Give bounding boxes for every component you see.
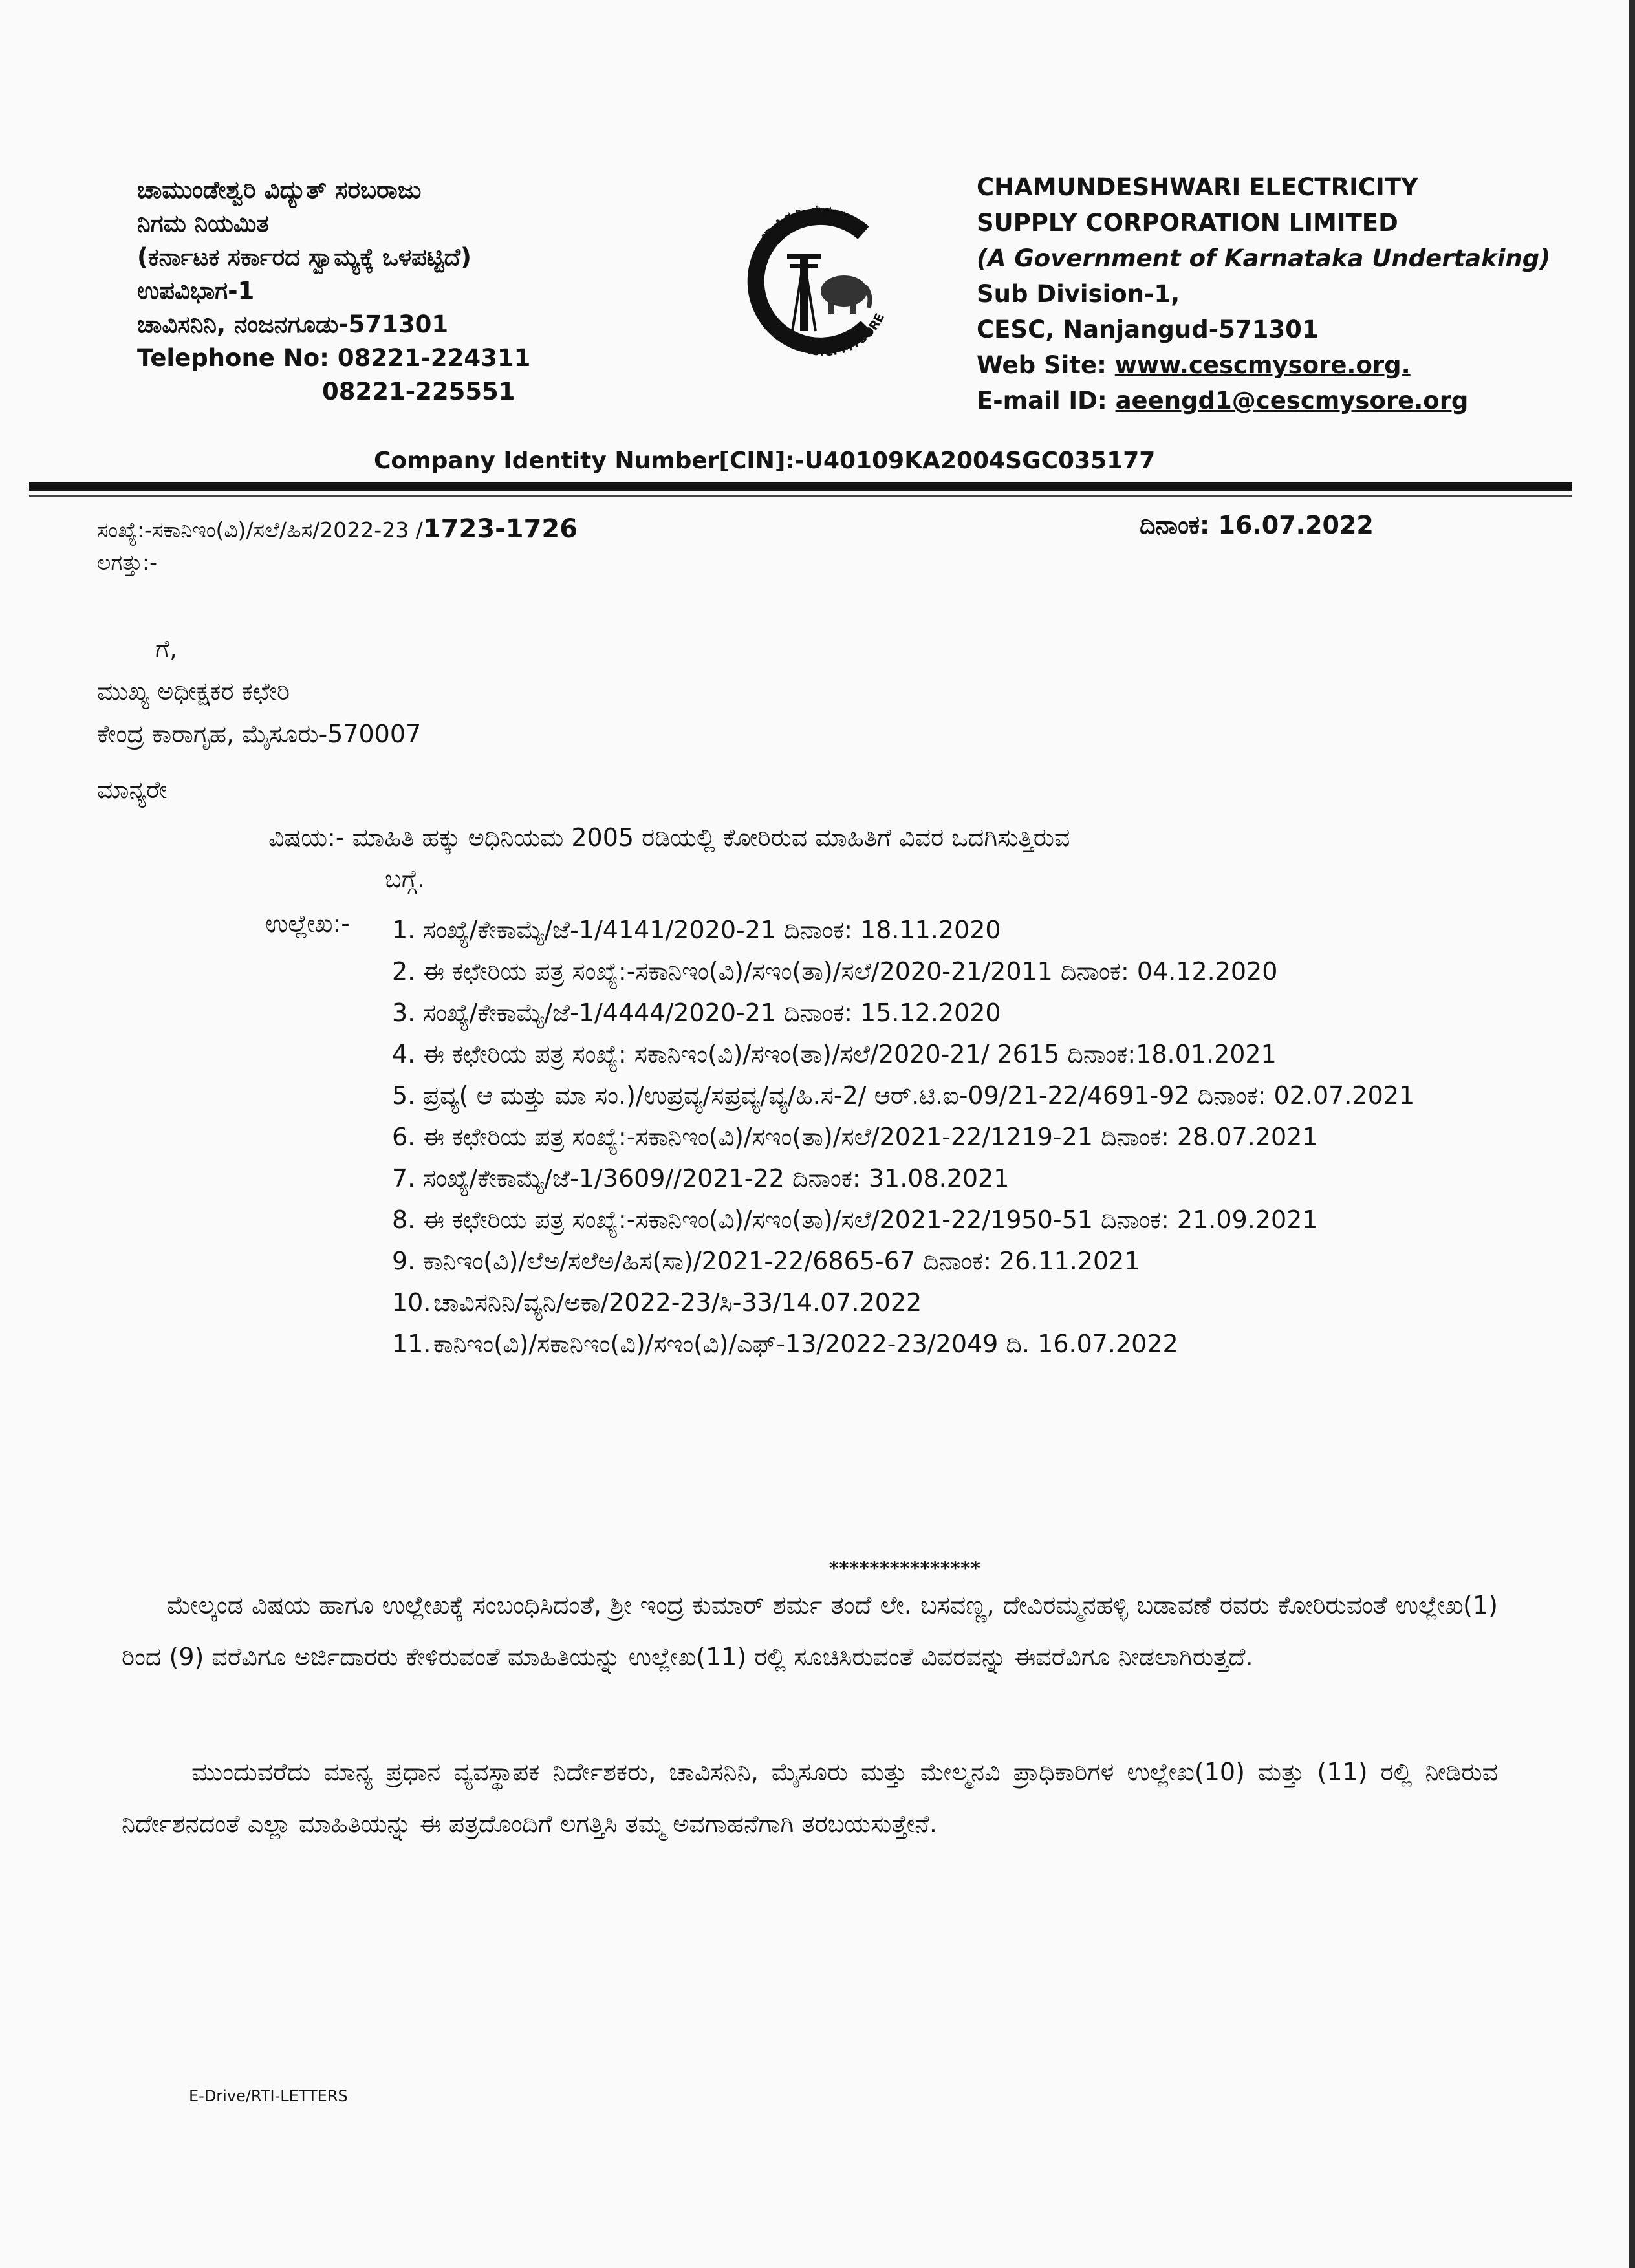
reference-text: ಈ ಕಛೇರಿಯ ಪತ್ರ ಸಂಖ್ಯೆ: ಸಕಾನಿಇಂ(ವಿ)/ಸಇಂ(ತಾ)/ಸಲೆ/2020-21/ 2615 ದಿನಾಂಕ:18.01.2021 — [423, 1040, 1277, 1068]
telephone-second: 08221-225551 — [322, 378, 515, 405]
subject-block — [268, 817, 1484, 900]
recipient-line1: ಮುಖ್ಯ ಅಧೀಕ್ಷಕರ ಕಛೇರಿ — [97, 677, 290, 706]
reference-item — [392, 1240, 1504, 1282]
reference-item — [392, 1158, 1504, 1199]
reference-index: 1. — [392, 916, 416, 944]
reference-text: ಕಾನಿಇಂ(ವಿ)/ಲೆಅ/ಸಲೆಅ/ಹಿಸ(ಸಾ)/2021-22/6865-67 ದಿನಾಂಕ: 26.11.2021 — [423, 1247, 1140, 1275]
file-path-footer: E-Drive/RTI-LETTERS — [189, 2087, 348, 2105]
website-line — [977, 347, 1617, 383]
website-link[interactable]: www.cescmysore.org. — [1114, 351, 1411, 379]
recipient-block — [97, 627, 421, 811]
email-line — [977, 383, 1617, 418]
reference-index: 2. — [392, 957, 416, 986]
kannada-letterhead — [137, 173, 719, 409]
reference-text: ಚಾವಿಸನಿನಿ/ವ್ಯನಿ/ಅಕಾ/2022-23/ಸಿ-33/14.07.2022 — [433, 1288, 922, 1317]
enclosures-label: ಲಗತ್ತು:- — [97, 550, 158, 575]
reference-text: ಈ ಕಛೇರಿಯ ಪತ್ರ ಸಂಖ್ಯೆ:-ಸಕಾನಿಇಂ(ವಿ)/ಸಇಂ(ತಾ)/ಸಲೆ/2020-21/2011 ದಿನಾಂಕ: 04.12.2020 — [423, 957, 1278, 986]
body-paragraph-1: ಮೇಲ್ಕಂಡ ವಿಷಯ ಹಾಗೂ ಉಲ್ಲೇಖಕ್ಕೆ ಸಂಬಂಧಿಸಿದಂತೆ, ಶ್ರೀ ಇಂದ್ರ ಕುಮಾರ್ ಶರ್ಮ ತಂದೆ ಲೇ. ಬಸವಣ್ಣ, ದೇವಿರಮ್ಮನಹಳ್ಳಿ ಬಡಾವಣೆ ರವರು ಕೋರಿರುವಂತೆ ಉಲ್ಲೇಖ(1) ರಿಂದ (9) ವರೆವಿಗೂ ಅರ್ಜಿದಾರರು ಕೇಳಿರುವಂತೆ ಮಾಹಿತಿಯನ್ನು ಉಲ್ಲೇಖ(11) ರಲ್ಲಿ ಸೂಚಿಸಿರುವಂತೆ ವಿವರವನ್ನು ಈವರೆವಿಗೂ ನೀಡಲಾಗಿರುತ್ತದೆ. — [122, 1591, 1498, 1671]
recipient-line2: ಕೇಂದ್ರ ಕಾರಾಗೃಹ, ಮೈಸೂರು-570007 — [97, 720, 422, 748]
telephone-line: Telephone No: 08221-224311 — [137, 344, 531, 372]
scan-edge — [1629, 0, 1635, 2268]
reference-item — [392, 1033, 1504, 1075]
reference-text: ಈ ಕಛೇರಿಯ ಪತ್ರ ಸಂಖ್ಯೆ:-ಸಕಾನಿಇಂ(ವಿ)/ಸಇಂ(ತಾ)/ಸಲೆ/2021-22/1219-21 ದಿನಾಂಕ: 28.07.2021 — [423, 1123, 1318, 1151]
reference-text: ಸಂಖ್ಯೆ/ಕೇಕಾಮ್ಯೆ/ಜೆ-1/3609//2021-22 ದಿನಾಂಕ: 31.08.2021 — [423, 1164, 1010, 1193]
english-address: CESC, Nanjangud-571301 — [977, 316, 1319, 343]
reference-number: 1723-1726 — [422, 514, 578, 544]
kannada-address: ಚಾವಿಸನಿನಿ, ನಂಜನಗೂಡು-571301 — [137, 310, 449, 338]
subject-line1: ವಿಷಯ:- ಮಾಹಿತಿ ಹಕ್ಕು ಅಧಿನಿಯಮ 2005 ರಡಿಯಲ್ಲಿ ಕೋರಿರುವ ಮಾಹಿತಿಗೆ ವಿವರ ಒದಗಿಸುತ್ತಿರುವ — [268, 823, 1070, 852]
letter-date: ದಿನಾಂಕ: 16.07.2022 — [1140, 511, 1374, 539]
reference-item — [392, 1199, 1504, 1240]
english-org-line1: CHAMUNDESHWARI ELECTRICITY — [977, 173, 1418, 201]
reference-prefix: ಸಂಖ್ಯೆ:-ಸಕಾನಿಇಂ(ವಿ)/ಸಲೆ/ಹಿಸ/2022-23 / — [97, 517, 423, 543]
reference-item — [392, 992, 1504, 1033]
logo-bottom-text: C.E.S.C. MYSORE — [785, 310, 888, 360]
email-label: E-mail ID: — [977, 387, 1116, 415]
website-label: Web Site: — [977, 351, 1115, 379]
logo-top-text: ಚಾ.ವಿ.ಸ.ನಿ. ಮೈಸೂರು — [757, 202, 850, 243]
references-label: ಉಲ್ಲೇಖ:- — [265, 909, 350, 938]
separator: *************** — [829, 1557, 981, 1579]
reference-item — [392, 1323, 1504, 1365]
subject-line2: ಬಗ್ಗೆ. — [385, 865, 426, 893]
letter-reference — [97, 514, 578, 544]
body-paragraph-2: ಮುಂದುವರೆದು ಮಾನ್ಯ ಪ್ರಧಾನ ವ್ಯವಸ್ಥಾಪಕ ನಿರ್ದೇಶಕರು, ಚಾವಿಸನಿನಿ, ಮೈಸೂರು ಮತ್ತು ಮೇಲ್ಮನವಿ ಪ್ರಾಧಿಕಾರಿಗಳ ಉಲ್ಲೇಖ(10) ಮತ್ತು (11) ರಲ್ಲಿ ನೀಡಿರುವ ನಿರ್ದೇಶನದಂತೆ ಎಲ್ಲಾ ಮಾಹಿತಿಯನ್ನು ಈ ಪತ್ರದೊಂದಿಗೆ ಲಗತ್ತಿಸಿ ತಮ್ಮ ಅವಗಾಹನೆಗಾಗಿ ತರಬಯಸುತ್ತೇನೆ. — [122, 1758, 1498, 1838]
header-divider — [29, 482, 1572, 491]
reference-item — [392, 909, 1504, 951]
reference-item — [392, 1116, 1504, 1158]
email-link[interactable]: aeengd1@cescmysore.org — [1115, 387, 1469, 415]
reference-index: 11. — [392, 1330, 431, 1358]
reference-item — [392, 951, 1504, 992]
kannada-subdivision: ಉಪವಿಭಾಗ-1 — [137, 277, 255, 305]
cesc-mysore-logo-icon — [728, 194, 909, 362]
reference-index: 7. — [392, 1164, 416, 1193]
reference-text: ಈ ಕಛೇರಿಯ ಪತ್ರ ಸಂಖ್ಯೆ:-ಸಕಾನಿಇಂ(ವಿ)/ಸಇಂ(ತಾ)/ಸಲೆ/2021-22/1950-51 ದಿನಾಂಕ: 21.09.2021 — [423, 1205, 1318, 1234]
reference-text: ಪ್ರವ್ಯ( ಆ ಮತ್ತು ಮಾ ಸಂ.)/ಉಪ್ರವ್ಯ/ಸಪ್ರವ್ಯ/ವ್ಯ/ಹಿ.ಸ-2/ ಆರ್.ಟಿ.ಐ-09/21-22/4691-92 ದಿನಾಂಕ: 02.07.2021 — [423, 1081, 1415, 1110]
reference-text: ಕಾನಿಇಂ(ವಿ)/ಸಕಾನಿಇಂ(ವಿ)/ಸಇಂ(ವಿ)/ಎಫ್-13/2022-23/2049 ದಿ. 16.07.2022 — [433, 1330, 1178, 1358]
reference-item — [392, 1282, 1504, 1323]
references-list — [392, 909, 1504, 1365]
header-divider-thin — [29, 495, 1572, 497]
reference-index: 3. — [392, 999, 416, 1027]
english-subdivision: Sub Division-1, — [977, 280, 1180, 308]
english-letterhead — [977, 169, 1617, 418]
reference-index: 4. — [392, 1040, 416, 1068]
reference-index: 5. — [392, 1081, 416, 1110]
english-org-line2: SUPPLY CORPORATION LIMITED — [977, 209, 1398, 237]
reference-item — [392, 1075, 1504, 1116]
reference-index: 6. — [392, 1123, 416, 1151]
reference-index: 8. — [392, 1205, 416, 1234]
kannada-gov-line: (ಕರ್ನಾಟಕ ಸರ್ಕಾರದ ಸ್ವಾಮ್ಯಕ್ಕೆ ಒಳಪಟ್ಟಿದೆ) — [137, 243, 471, 271]
kannada-org-line1: ಚಾಮುಂಡೇಶ್ವರಿ ವಿದ್ಯುತ್ ಸರಬರಾಜು — [137, 176, 422, 204]
company-identity-number: Company Identity Number[CIN]:-U40109KA2004SGC035177 — [374, 448, 1156, 474]
english-gov-line: (A Government of Karnataka Undertaking) — [977, 244, 1551, 272]
reference-text: ಸಂಖ್ಯೆ/ಕೇಕಾಮ್ಯೆ/ಜೆ-1/4141/2020-21 ದಿನಾಂಕ: 18.11.2020 — [423, 916, 1001, 944]
kannada-org-line2: ನಿಗಮ ನಿಯಮಿತ — [137, 210, 269, 237]
recipient-to: ಗೆ, — [155, 634, 178, 663]
reference-index: 9. — [392, 1247, 416, 1275]
salutation: ಮಾನ್ಯರೇ — [97, 775, 168, 804]
reference-text: ಸಂಖ್ಯೆ/ಕೇಕಾಮ್ಯೆ/ಜೆ-1/4444/2020-21 ದಿನಾಂಕ: 15.12.2020 — [423, 999, 1001, 1027]
reference-index: 10. — [392, 1288, 431, 1317]
